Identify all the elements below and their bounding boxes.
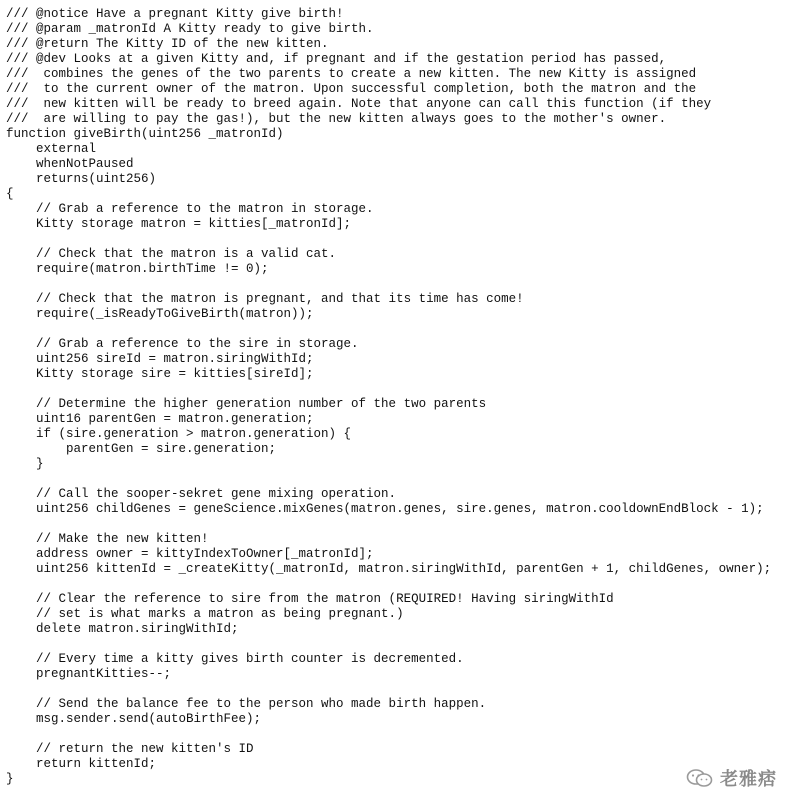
code-line: return kittenId; (6, 757, 157, 771)
code-line: returns(uint256) (6, 172, 157, 186)
code-line: Kitty storage sire = kitties[sireId]; (6, 367, 314, 381)
code-line: /// to the current owner of the matron. Upon successful completion, both the matron and the (6, 82, 697, 96)
code-line: // return the new kitten's ID (6, 742, 254, 756)
code-line: uint16 parentGen = matron.generation; (6, 412, 314, 426)
code-line (6, 727, 771, 742)
code-line: /// are willing to pay the gas!), but the new kitten always goes to the mother's owner. (6, 112, 667, 126)
code-line (6, 382, 771, 397)
code-line: // Check that the matron is pregnant, and that its time has come! (6, 292, 524, 306)
code-line: // Determine the higher generation number of the two parents (6, 397, 487, 411)
code-line: /// @return The Kitty ID of the new kitten. (6, 37, 329, 51)
code-line: function giveBirth(uint256 _matronId) (6, 127, 284, 141)
watermark (686, 765, 777, 791)
code-line: external (6, 142, 97, 156)
code-line: // Clear the reference to sire from the matron (REQUIRED! Having siringWithId (6, 592, 614, 606)
code-line: /// combines the genes of the two parents to create a new kitten. The new Kitty is assigned (6, 67, 697, 81)
code-line: /// new kitten will be ready to breed again. Note that anyone can call this function (if they (6, 97, 712, 111)
code-line: uint256 kittenId = _createKitty(_matronId, matron.siringWithId, parentGen + 1, childGenes, owner); (6, 562, 772, 576)
code-line: Kitty storage matron = kitties[_matronId]; (6, 217, 352, 231)
code-line: require(matron.birthTime != 0); (6, 262, 269, 276)
code-line: // Make the new kitten! (6, 532, 209, 546)
code-line: // Every time a kitty gives birth counter is decremented. (6, 652, 464, 666)
code-line: whenNotPaused (6, 157, 134, 171)
code-line: // Call the sooper-sekret gene mixing operation. (6, 487, 397, 501)
code-line (6, 637, 771, 652)
code-line (6, 277, 771, 292)
watermark-text: 老雅痞 (720, 769, 777, 790)
code-line: // Grab a reference to the sire in storage. (6, 337, 359, 351)
code-block (6, 7, 771, 787)
code-line: parentGen = sire.generation; (6, 442, 277, 456)
code-line: // Send the balance fee to the person who made birth happen. (6, 697, 487, 711)
code-line: } (6, 457, 44, 471)
code-line: // set is what marks a matron as being pregnant.) (6, 607, 404, 621)
code-line: { (6, 187, 14, 201)
code-line (6, 517, 771, 532)
code-line (6, 472, 771, 487)
code-line (6, 682, 771, 697)
code-line: uint256 sireId = matron.siringWithId; (6, 352, 314, 366)
wechat-icon (686, 768, 714, 788)
code-line: uint256 childGenes = geneScience.mixGenes(matron.genes, sire.genes, matron.cooldownEndBlock - 1); (6, 502, 764, 516)
code-line: if (sire.generation > matron.generation) { (6, 427, 352, 441)
code-line: address owner = kittyIndexToOwner[_matronId]; (6, 547, 374, 561)
code-line: require(_isReadyToGiveBirth(matron)); (6, 307, 314, 321)
code-line (6, 232, 771, 247)
code-line (6, 577, 771, 592)
code-line: // Grab a reference to the matron in storage. (6, 202, 374, 216)
code-line: delete matron.siringWithId; (6, 622, 239, 636)
code-line: /// @dev Looks at a given Kitty and, if pregnant and if the gestation period has passed, (6, 52, 667, 66)
code-line: msg.sender.send(autoBirthFee); (6, 712, 262, 726)
code-line (6, 322, 771, 337)
code-line: // Check that the matron is a valid cat. (6, 247, 337, 261)
code-line: } (6, 772, 14, 786)
code-line: pregnantKitties--; (6, 667, 172, 681)
code-line: /// @notice Have a pregnant Kitty give birth! (6, 7, 344, 21)
code-line: /// @param _matronId A Kitty ready to give birth. (6, 22, 374, 36)
